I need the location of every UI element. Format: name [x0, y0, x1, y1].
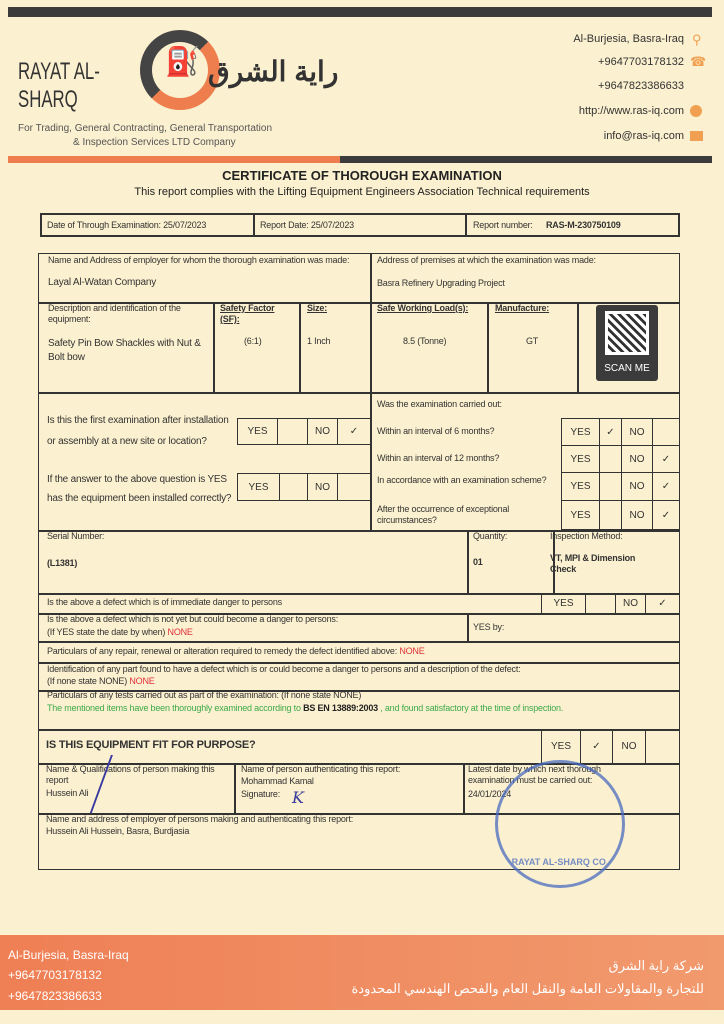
- repair-label: Particulars of any repair, renewal or alteration required to remedy the defect identified above:: [47, 646, 398, 656]
- maker-value: Hussein Ali: [46, 788, 89, 798]
- divider: [467, 530, 469, 593]
- footer-phone: +9647703178132: [8, 968, 102, 982]
- swl-label: Safe Working Load(s):: [377, 303, 469, 313]
- fit-yes[interactable]: YES: [541, 729, 581, 764]
- size-value: 1 Inch: [307, 336, 331, 346]
- safety-factor-label: Safety Factor (SF):: [220, 303, 275, 324]
- authenticator-label: Name of person authenticating this report:: [241, 764, 401, 774]
- identification-label: Identification of any part found to have a defect which is or could become a danger to persons and a description of the defect:: [47, 664, 521, 674]
- quantity-label: Quantity:: [473, 531, 508, 541]
- divider: [38, 641, 680, 643]
- maker-label: Name & Qualifications of person making this report: [46, 764, 215, 785]
- installed-no-box[interactable]: [337, 473, 371, 501]
- stamp-text: RAYAT AL-SHARQ CO.: [511, 857, 609, 867]
- top-bar: [8, 7, 712, 17]
- quantity-value: 01: [473, 557, 483, 567]
- divider: [299, 302, 301, 392]
- manufacturer-value: GT: [526, 336, 539, 346]
- mail-icon: [690, 131, 703, 141]
- immediate-danger-no[interactable]: NO: [615, 593, 646, 614]
- serial-value: (L1381): [47, 558, 78, 568]
- contact-website[interactable]: http://www.ras-iq.com: [578, 105, 684, 117]
- safety-factor-value: (6:1): [244, 336, 262, 346]
- premises-label: Address of premises at which the examination was made:: [377, 255, 596, 265]
- interval-12-question: Within an interval of 12 months?: [377, 453, 500, 463]
- footer-address: Al-Burjesia, Basra-Iraq: [8, 948, 129, 962]
- tests-label: Particulars of any tests carried out as part of the examination: (If none state NONE): [47, 690, 362, 700]
- tagline: For Trading, General Contracting, General Transportation: [18, 123, 273, 134]
- divider: [465, 213, 467, 237]
- method-value: VT, MPI & Dimension Check: [550, 553, 636, 574]
- contact-email[interactable]: info@ras-iq.com: [603, 130, 684, 142]
- installed-no[interactable]: NO: [307, 473, 338, 501]
- future-danger-line2: [47, 627, 193, 638]
- authenticator-value: Mohammad Kamal: [241, 776, 314, 786]
- signature-label: Signature:: [241, 789, 281, 799]
- divider: [253, 213, 255, 237]
- divider: [467, 613, 469, 641]
- first-exam-yes-box[interactable]: [277, 418, 308, 445]
- repair-value: NONE: [399, 646, 425, 656]
- divider: [463, 763, 465, 813]
- exceptional-yes[interactable]: YES: [561, 500, 600, 530]
- scheme-question: In accordance with an examination scheme?: [377, 475, 547, 485]
- first-exam-question: Is this the first examination after installation or assembly at a new site or location?: [47, 415, 229, 447]
- tests-text-end: , and found satisfactory at the time of inspection.: [380, 703, 564, 713]
- divider: [38, 392, 680, 394]
- scheme-yes[interactable]: YES: [561, 472, 600, 501]
- immediate-danger-question: Is the above a defect which is of immediate danger to persons: [47, 597, 282, 607]
- interval-12-no[interactable]: NO: [621, 445, 653, 473]
- company-stamp: [495, 760, 625, 888]
- future-danger-hint: (If YES state the date by when): [47, 627, 166, 637]
- next-exam-label: Latest date by which next thorough examination must be carried out:: [468, 764, 601, 785]
- first-exam-yes[interactable]: YES: [237, 418, 278, 445]
- interval-6-no-box[interactable]: [652, 418, 680, 446]
- exceptional-yes-box[interactable]: [599, 500, 622, 530]
- employer-persons-label: Name and address of employer of persons making and authenticating this report:: [46, 814, 354, 824]
- interval-12-no-check[interactable]: ✓: [652, 445, 680, 473]
- tagline: & Inspection Services LTD Company: [73, 137, 236, 148]
- brand-name-arabic: راية الشرق: [208, 56, 339, 87]
- footer-arabic-tagline: للتجارة والمقاولات العامة والنقل العام والفحص الهندسي المحدودة: [351, 981, 704, 996]
- scan-me-label: SCAN ME: [604, 363, 650, 374]
- qr-code-icon: [605, 311, 649, 355]
- description-label: Description and identification of the equipment:: [48, 303, 181, 324]
- divider: [234, 763, 236, 813]
- interval-12-yes[interactable]: YES: [561, 445, 600, 473]
- contact-phone[interactable]: +9647703178132: [598, 56, 684, 68]
- installed-yes[interactable]: YES: [237, 473, 280, 501]
- employer-value: Layal Al-Watan Company: [48, 277, 157, 288]
- brand-name: RAYAT AL-SHARQ: [18, 58, 100, 113]
- method-label: Inspection Method:: [550, 531, 623, 541]
- premises-value: Basra Refinery Upgrading Project: [377, 278, 505, 288]
- qr-code[interactable]: [596, 305, 658, 381]
- tests-text: The mentioned items have been thoroughly examined according to: [47, 703, 301, 713]
- future-danger-value: NONE: [167, 627, 193, 637]
- swl-value: 8.5 (Tonne): [403, 336, 447, 346]
- future-danger-question: Is the above a defect which is not yet but could become a danger to persons:: [47, 614, 338, 624]
- description-value: Safety Pin Bow Shackles with Nut & Bolt bow: [48, 338, 201, 363]
- divider-dark: [340, 156, 712, 163]
- first-exam-no-check[interactable]: ✓: [337, 418, 371, 445]
- repair-row: [47, 646, 425, 657]
- location-pin-icon: ⚲: [692, 32, 702, 47]
- page-title: CERTIFICATE OF THOROUGH EXAMINATION: [222, 168, 502, 183]
- scheme-yes-box[interactable]: [599, 472, 622, 501]
- scheme-no[interactable]: NO: [621, 472, 653, 501]
- divider: [213, 302, 215, 392]
- footer-phone-2: +9647823386633: [8, 989, 102, 1003]
- serial-label: Serial Number:: [47, 531, 105, 541]
- fit-yes-check[interactable]: ✓: [580, 729, 613, 764]
- report-date: Report Date: 25/07/2023: [260, 220, 354, 230]
- subtitle: This report complies with the Lifting Equipment Engineers Association Technical requirements: [134, 186, 590, 198]
- employer-persons-value: Hussein Ali Hussein, Basra, Burdjasia: [46, 826, 190, 836]
- fit-no-box[interactable]: [645, 729, 680, 764]
- carried-out-label: Was the examination carried out:: [377, 399, 502, 409]
- divider: [487, 302, 489, 392]
- report-number-label: Report number:: [473, 220, 533, 230]
- exam-date: Date of Through Examination: 25/07/2023: [47, 220, 207, 230]
- first-exam-no[interactable]: NO: [307, 418, 338, 445]
- employer-label: Name and Address of employer for whom the thorough examination was made:: [48, 255, 350, 265]
- identification-line2: [47, 676, 155, 687]
- installed-yes-box[interactable]: [279, 473, 308, 501]
- tests-standard: BS EN 13889:2003: [303, 703, 378, 713]
- identification-value: NONE: [129, 676, 155, 686]
- tests-value: [47, 703, 637, 714]
- report-number: RAS-M-230750109: [546, 220, 621, 230]
- divider-orange: [8, 156, 340, 163]
- yes-by-label: YES by:: [473, 622, 505, 632]
- installed-correctly-question: If the answer to the above question is YES has the equipment been installed correctly?: [47, 474, 232, 504]
- contact-address: Al-Burjesia, Basra-Iraq: [573, 33, 684, 45]
- interval-6-yes[interactable]: YES: [561, 418, 600, 446]
- interval-12-yes-box[interactable]: [599, 445, 622, 473]
- signature: K: [292, 788, 304, 807]
- interval-6-no[interactable]: NO: [621, 418, 653, 446]
- divider: [577, 302, 579, 392]
- identification-hint: (If none state NONE): [47, 676, 128, 686]
- immediate-danger-yes-box[interactable]: [585, 593, 616, 614]
- phone-icon: ☎: [690, 54, 707, 69]
- fit-for-purpose-question: IS THIS EQUIPMENT FIT FOR PURPOSE?: [46, 739, 256, 751]
- fit-no[interactable]: NO: [612, 729, 646, 764]
- next-exam-date: 24/01/2024: [468, 789, 512, 799]
- scheme-no-check[interactable]: ✓: [652, 472, 680, 501]
- manufacturer-label: Manufacture:: [495, 303, 550, 313]
- oil-pump-icon: ⛽: [165, 46, 200, 77]
- footer-arabic-name: شركة راية الشرق: [608, 958, 704, 973]
- size-label: Size:: [307, 303, 328, 313]
- exceptional-no[interactable]: NO: [621, 500, 653, 530]
- contact-phone-2[interactable]: +9647823386633: [598, 80, 684, 92]
- exceptional-question: After the occurrence of exceptional circumstances?: [377, 504, 510, 525]
- interval-6-yes-check[interactable]: ✓: [599, 418, 622, 446]
- globe-icon: [690, 105, 702, 117]
- immediate-danger-no-check[interactable]: ✓: [645, 593, 680, 614]
- exceptional-no-check[interactable]: ✓: [652, 500, 680, 530]
- immediate-danger-yes[interactable]: YES: [541, 593, 586, 614]
- interval-6-question: Within an interval of 6 months?: [377, 426, 495, 436]
